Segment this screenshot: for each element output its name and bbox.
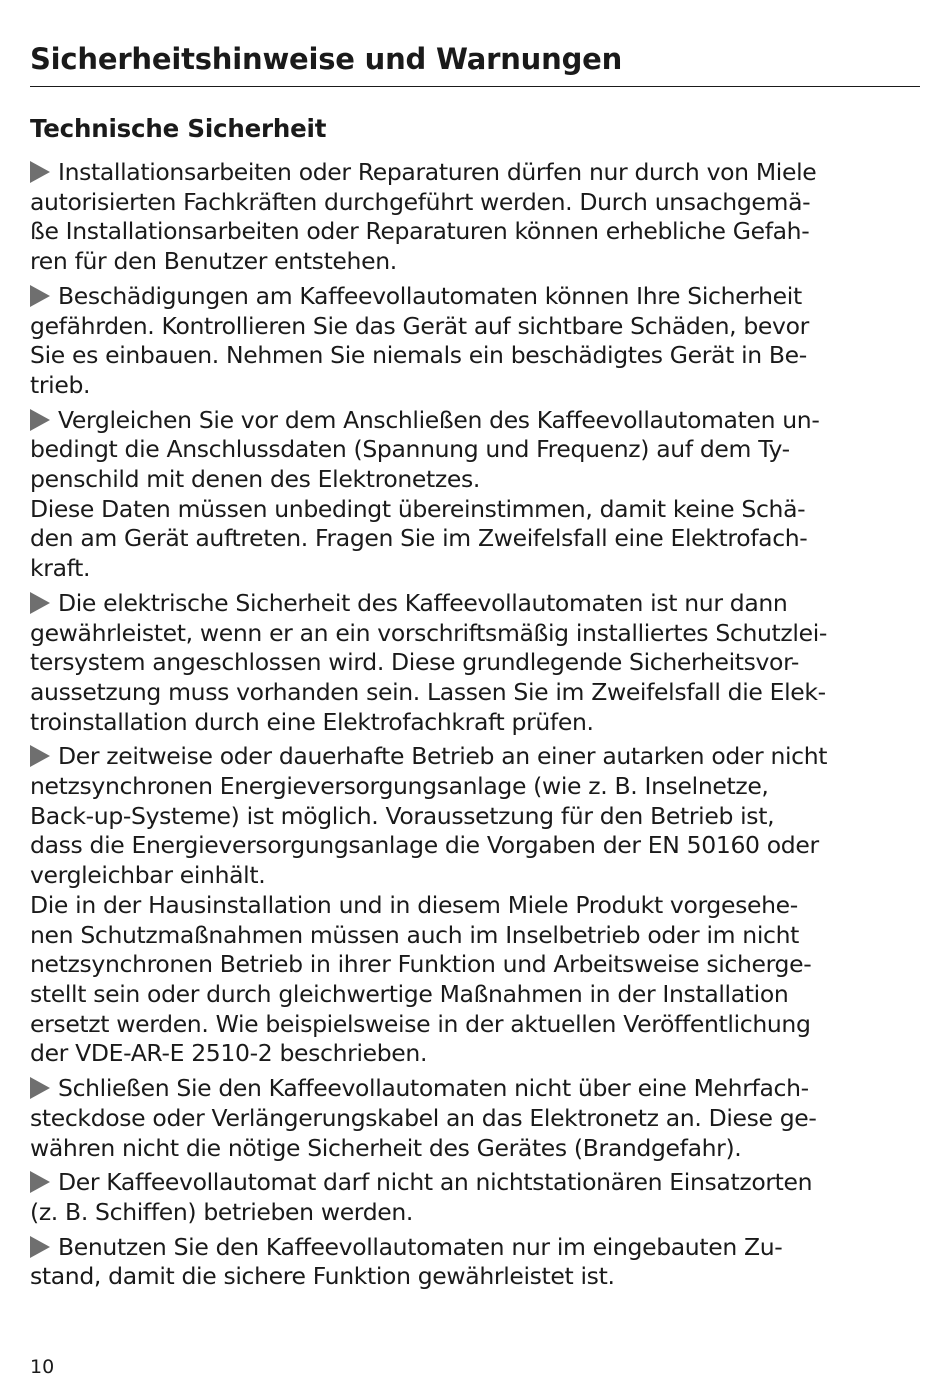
text-line — [30, 802, 920, 832]
text-line — [30, 1233, 920, 1263]
line-text: gewährleistet, wenn er an ein vorschriftsmäßig installiertes Schutzlei- — [30, 618, 827, 647]
line-text: nen Schutzmaßnahmen müssen auch im Inselbetrieb oder im nicht — [30, 920, 800, 949]
line-text: der VDE-AR-E 2510-2 beschrieben. — [30, 1039, 428, 1068]
line-text: ren für den Benutzer entstehen. — [30, 247, 397, 276]
line-text: dass die Energieversorgungsanlage die Vorgaben der EN 50160 oder — [30, 831, 819, 860]
line-text: währen nicht die nötige Sicherheit des Gerätes (Brandgefahr). — [30, 1133, 742, 1162]
line-text: stellt sein oder durch gleichwertige Maßnahmen in der Installation — [30, 979, 789, 1008]
text-line — [30, 554, 920, 584]
safety-paragraph — [30, 742, 920, 1069]
page-header — [30, 40, 920, 87]
text-line — [30, 158, 920, 188]
text-line — [30, 188, 920, 218]
text-line — [30, 772, 920, 802]
section-title: Technische Sicherheit — [30, 114, 327, 143]
line-text: gefährden. Kontrollieren Sie das Gerät auf sichtbare Schäden, bevor — [30, 311, 809, 340]
text-line — [30, 1010, 920, 1040]
line-text: autorisierten Fachkräften durchgeführt werden. Durch unsachgemä- — [30, 187, 811, 216]
line-text: Installationsarbeiten oder Reparaturen dürfen nur durch von Miele — [58, 158, 817, 186]
text-line — [30, 1104, 920, 1134]
text-line — [30, 1168, 920, 1198]
text-line — [30, 950, 920, 980]
text-line — [30, 589, 920, 619]
line-text: Die elektrische Sicherheit des Kaffeevollautomaten ist nur dann — [58, 588, 788, 617]
text-line — [30, 435, 920, 465]
text-line — [30, 495, 920, 525]
text-line — [30, 1074, 920, 1104]
text-line — [30, 1039, 920, 1069]
text-line — [30, 980, 920, 1010]
line-text: Sie es einbauen. Nehmen Sie niemals ein beschädigtes Gerät in Be- — [30, 341, 807, 370]
text-line — [30, 282, 920, 312]
line-text: Back-up-Systeme) ist möglich. Voraussetzung für den Betrieb ist, — [30, 801, 775, 830]
safety-paragraph — [30, 1168, 920, 1227]
line-text: stand, damit die sichere Funktion gewährleistet ist. — [30, 1262, 615, 1291]
line-text: vergleichbar einhält. — [30, 861, 266, 890]
line-text: troinstallation durch eine Elektrofachkraft prüfen. — [30, 707, 594, 736]
text-line — [30, 524, 920, 554]
safety-paragraph — [30, 1233, 920, 1292]
text-line — [30, 1198, 920, 1228]
text-line — [30, 217, 920, 247]
text-line — [30, 371, 920, 401]
text-line — [30, 921, 920, 951]
line-text: ße Installationsarbeiten oder Reparaturen können erhebliche Gefah- — [30, 217, 810, 246]
safety-paragraph — [30, 158, 920, 277]
line-text: aussetzung muss vorhanden sein. Lassen Sie im Zweifelsfall die Elek- — [30, 677, 826, 706]
line-text: Diese Daten müssen unbedingt übereinstimmen, damit keine Schä- — [30, 494, 806, 523]
text-line — [30, 1262, 920, 1292]
line-text: kraft. — [30, 554, 91, 583]
line-text: Die in der Hausinstallation und in diesem Miele Produkt vorgesehe- — [30, 890, 798, 919]
line-text: Beschädigungen am Kaffeevollautomaten können Ihre Sicherheit — [58, 281, 802, 310]
triangle-right-icon — [30, 1077, 50, 1099]
triangle-right-icon — [30, 285, 50, 307]
line-text: Schließen Sie den Kaffeevollautomaten nicht über eine Mehrfach- — [58, 1074, 809, 1103]
text-line — [30, 312, 920, 342]
triangle-right-icon — [30, 1171, 50, 1193]
safety-instructions — [30, 158, 920, 1297]
text-line — [30, 891, 920, 921]
text-line — [30, 678, 920, 708]
line-text: Vergleichen Sie vor dem Anschließen des Kaffeevollautomaten un- — [58, 405, 820, 434]
text-line — [30, 465, 920, 495]
text-line — [30, 406, 920, 436]
triangle-right-icon — [30, 161, 50, 183]
text-line — [30, 861, 920, 891]
line-text: penschild mit denen des Elektronetzes. — [30, 465, 481, 494]
line-text: tersystem angeschlossen wird. Diese grundlegende Sicherheitsvor- — [30, 648, 800, 677]
line-text: ersetzt werden. Wie beispielsweise in der aktuellen Veröffentlichung — [30, 1009, 811, 1038]
safety-paragraph — [30, 406, 920, 584]
text-line — [30, 247, 920, 277]
text-line — [30, 708, 920, 738]
text-line — [30, 1134, 920, 1164]
text-line — [30, 648, 920, 678]
page-title: Sicherheitshinweise und Warnungen — [30, 42, 623, 76]
line-text: bedingt die Anschlussdaten (Spannung und Frequenz) auf dem Ty- — [30, 435, 790, 464]
text-line — [30, 619, 920, 649]
line-text: Der zeitweise oder dauerhafte Betrieb an einer autarken oder nicht — [58, 742, 828, 771]
line-text: den am Gerät auftreten. Fragen Sie im Zweifelsfall eine Elektrofach- — [30, 524, 808, 553]
page-number: 10 — [30, 1356, 55, 1378]
text-line — [30, 742, 920, 772]
triangle-right-icon — [30, 745, 50, 767]
line-text: (z. B. Schiffen) betrieben werden. — [30, 1197, 414, 1226]
triangle-right-icon — [30, 1236, 50, 1258]
triangle-right-icon — [30, 409, 50, 431]
safety-paragraph — [30, 282, 920, 401]
triangle-right-icon — [30, 592, 50, 614]
line-text: Benutzen Sie den Kaffeevollautomaten nur im eingebauten Zu- — [58, 1232, 783, 1261]
line-text: steckdose oder Verlängerungskabel an das Elektronetz an. Diese ge- — [30, 1103, 817, 1132]
text-line — [30, 341, 920, 371]
line-text: netzsynchronen Energieversorgungsanlage (wie z. B. Inselnetze, — [30, 772, 769, 801]
text-line — [30, 831, 920, 861]
line-text: trieb. — [30, 370, 91, 399]
line-text: netzsynchronen Betrieb in ihrer Funktion und Arbeitsweise sicherge- — [30, 950, 812, 979]
safety-paragraph — [30, 589, 920, 738]
safety-paragraph — [30, 1074, 920, 1163]
line-text: Der Kaffeevollautomat darf nicht an nichtstationären Einsatzorten — [58, 1168, 813, 1197]
